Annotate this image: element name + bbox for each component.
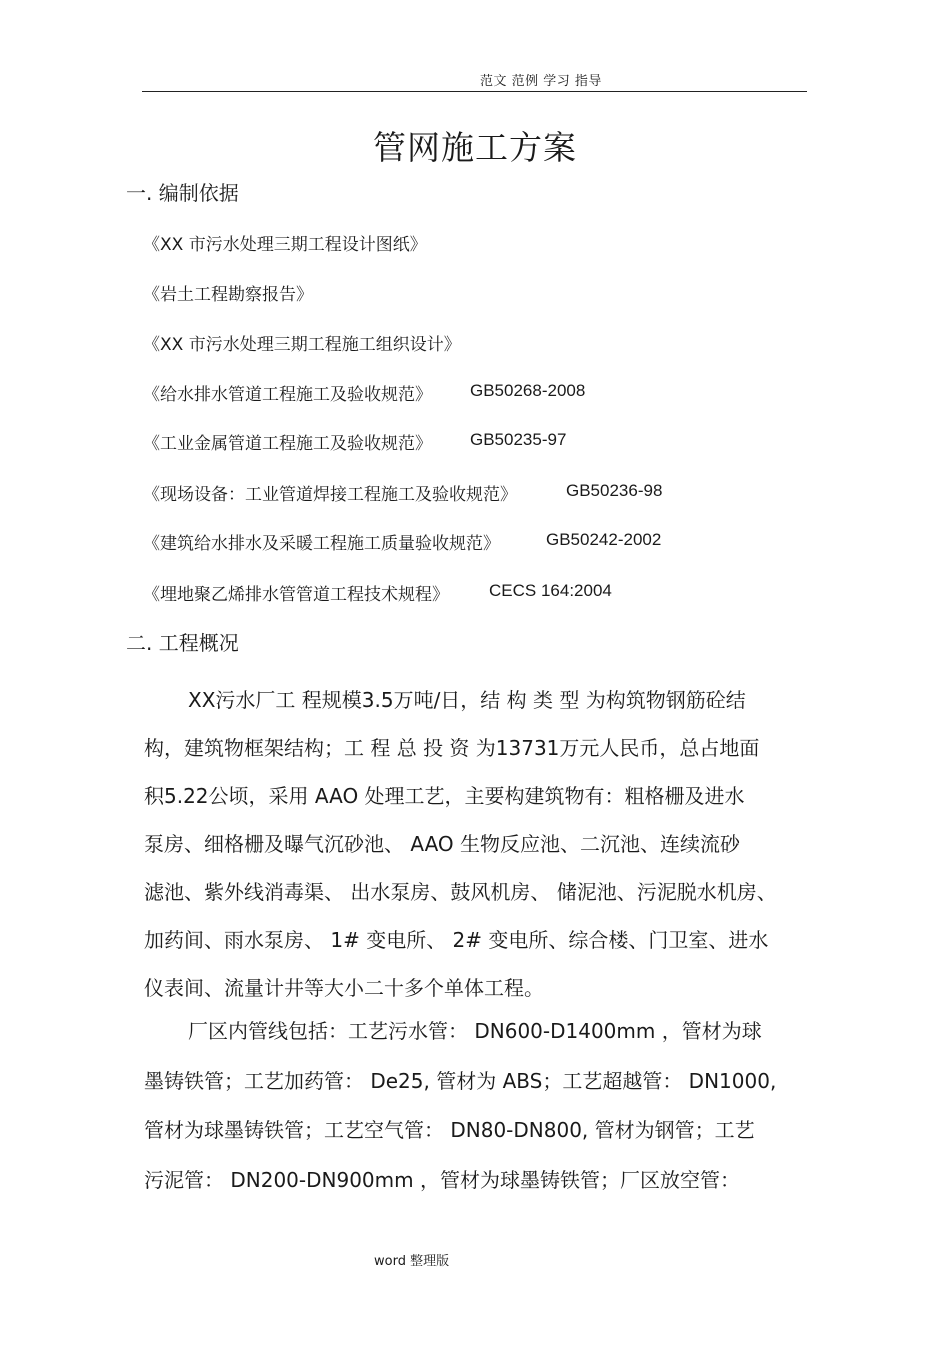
paragraph-line: XX污水厂工 程规模3.5万吨/日，结 构 类 型 为构筑物钢筋砼结 bbox=[188, 688, 746, 712]
reference-item: 《XX 市污水处理三期工程设计图纸》 bbox=[143, 235, 427, 255]
reference-item: 《埋地聚乙烯排水管管道工程技术规程》 bbox=[143, 585, 449, 605]
page-header-text: 范文 范例 学习 指导 bbox=[480, 74, 602, 89]
reference-code: CECS 164:2004 bbox=[489, 581, 612, 600]
paragraph-line: 泵房、细格栅及曝气沉砂池、 AAO 生物反应池、二沉池、连续流砂 bbox=[144, 832, 741, 856]
reference-item: 《工业金属管道工程施工及验收规范》 bbox=[143, 434, 432, 454]
reference-item: 《给水排水管道工程施工及验收规范》 bbox=[143, 385, 432, 405]
reference-code: GB50242-2002 bbox=[546, 530, 662, 549]
reference-item: 《建筑给水排水及采暖工程施工质量验收规范》 bbox=[143, 534, 500, 554]
reference-item: 《现场设备：工业管道焊接工程施工及验收规范》 bbox=[143, 485, 517, 505]
section-heading-overview: 二. 工程概况 bbox=[126, 631, 239, 655]
paragraph-line: 仪表间、流量计井等大小二十多个单体工程。 bbox=[144, 976, 544, 1000]
document-title: 管网施工方案 bbox=[373, 128, 577, 167]
reference-code: GB50235-97 bbox=[470, 430, 567, 449]
paragraph-line: 加药间、雨水泵房、 1# 变电所、 2# 变电所、综合楼、门卫室、进水 bbox=[144, 928, 769, 952]
paragraph-line: 构，建筑物框架结构；工 程 总 投 资 为13731万元人民币，总占地面 bbox=[144, 736, 760, 760]
page-footer-text: word 整理版 bbox=[374, 1254, 450, 1269]
paragraph-line: 滤池、紫外线消毒渠、 出水泵房、鼓风机房、 储泥池、污泥脱水机房、 bbox=[144, 880, 777, 904]
paragraph-line: 管材为球墨铸铁管；工艺空气管： DN80-DN800, 管材为钢管；工艺 bbox=[144, 1118, 755, 1142]
section-heading-basis: 一. 编制依据 bbox=[126, 181, 239, 205]
reference-code: GB50268-2008 bbox=[470, 381, 586, 400]
header-rule bbox=[142, 91, 807, 92]
reference-code: GB50236-98 bbox=[566, 481, 663, 500]
paragraph-line: 积5.22公顷，采用 AAO 处理工艺，主要构建筑物有：粗格栅及进水 bbox=[144, 784, 745, 808]
reference-item: 《XX 市污水处理三期工程施工组织设计》 bbox=[143, 335, 461, 355]
paragraph-line: 污泥管： DN200-DN900mm ，管材为球墨铸铁管；厂区放空管： bbox=[144, 1168, 740, 1192]
paragraph-line: 墨铸铁管；工艺加药管： De25, 管材为 ABS；工艺超越管： DN1000, bbox=[144, 1069, 777, 1093]
paragraph-line: 厂区内管线包括：工艺污水管： DN600-D1400mm ，管材为球 bbox=[188, 1019, 762, 1043]
reference-item: 《岩土工程勘察报告》 bbox=[143, 285, 313, 305]
